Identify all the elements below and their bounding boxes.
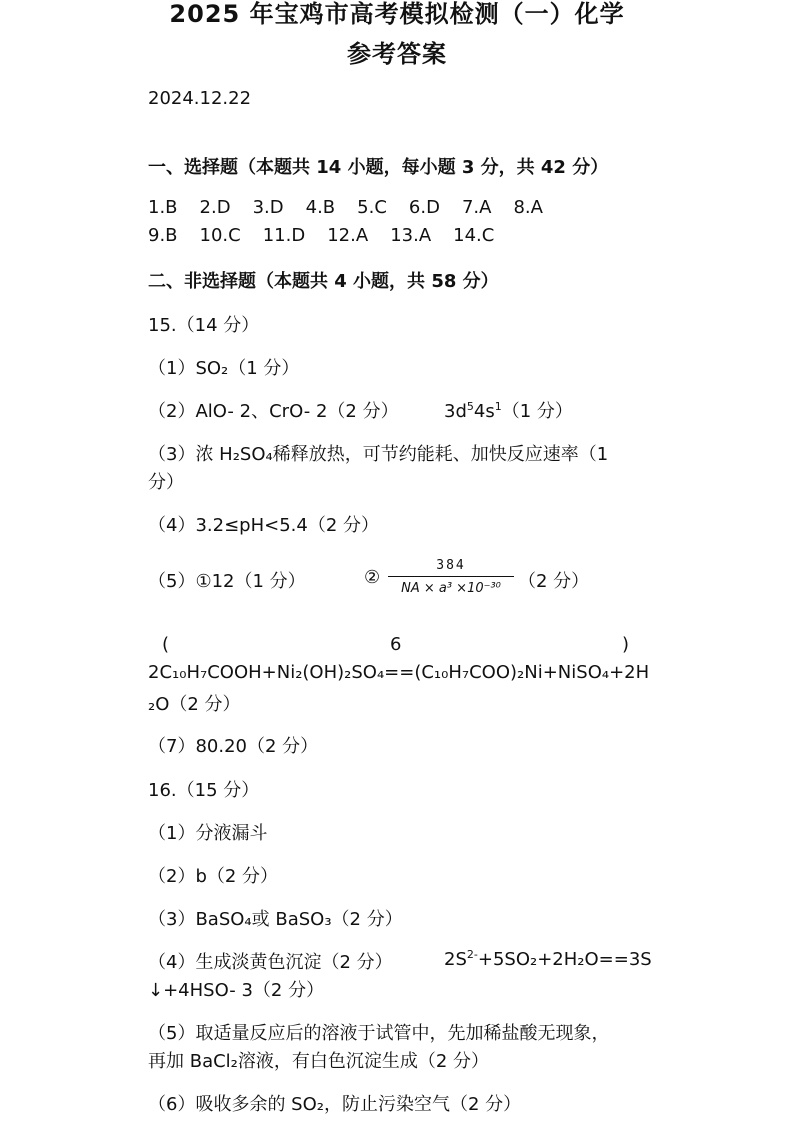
choice-answer: 13.A (390, 225, 432, 246)
superscript: 5 (466, 400, 474, 413)
choice-answer: 9.B (148, 225, 178, 246)
electron-config-text: 3d (444, 401, 467, 422)
q15-part4: （4）3.2≤pH<5.4（2 分） (148, 515, 380, 536)
q15-part5b-mark: ② (364, 567, 381, 588)
choice-answer: 4.B (305, 197, 336, 218)
q15-part6-close: ) (622, 634, 630, 655)
equation-text: 2S (444, 949, 467, 970)
q16-part4a: （4）生成淡黄色沉淀（2 分） (148, 952, 393, 973)
fraction-numerator: 384 (436, 558, 466, 573)
fraction-bar (388, 576, 514, 577)
choice-answer: 14.C (453, 225, 495, 246)
fraction-denominator: NA × a³ ×10⁻³⁰ (401, 581, 501, 596)
q15-part3-line1: （3）浓 H₂SO₄稀释放热，可节约能耗、加快反应速率（1 (148, 444, 609, 465)
q15-part6-open: ( (162, 634, 170, 655)
q16-label: 16.（15 分） (148, 780, 260, 801)
choice-answer: 5.C (357, 197, 387, 218)
score: （1 分） (501, 401, 573, 422)
superscript: 2- (466, 948, 478, 961)
choice-answer: 2.D (199, 197, 231, 218)
q16-part4b (444, 948, 652, 970)
q15-part5a: （5）①12（1 分） (148, 571, 306, 592)
q15-part3-line2: 分） (148, 472, 184, 493)
section1-heading: 一、选择题（本题共 14 小题，每小题 3 分，共 42 分） (148, 157, 609, 178)
page-title: 2025 年宝鸡市高考模拟检测（一）化学 (169, 0, 625, 28)
q15-part6-number: 6 (390, 634, 402, 655)
superscript: 1 (494, 400, 502, 413)
q16-part5-line1: （5）取适量反应后的溶液于试管中，先加稀盐酸无现象， (148, 1023, 610, 1044)
choice-answer: 3.D (252, 197, 284, 218)
choice-row-1 (148, 197, 565, 218)
electron-config-text: 4s (473, 401, 495, 422)
choice-answer: 1.B (148, 197, 178, 218)
q15-part7: （7）80.20（2 分） (148, 736, 319, 757)
q15-part2b (444, 397, 573, 423)
q15-part1: （1）SO₂（1 分） (148, 358, 300, 379)
q16-part2: （2）b（2 分） (148, 866, 279, 887)
choice-answer: 11.D (262, 225, 306, 246)
choice-answer: 7.A (461, 197, 492, 218)
q16-part5-line2: 再加 BaCl₂溶液，有白色沉淀生成（2 分） (148, 1051, 490, 1072)
q15-part6-equation-line2: ₂O（2 分） (148, 694, 241, 715)
q16-part6: （6）吸收多余的 SO₂，防止污染空气（2 分） (148, 1094, 522, 1115)
q16-part4-line2: ↓+4HSO- 3（2 分） (148, 980, 325, 1001)
q15-part6-equation-line1: 2C₁₀H₇COOH+Ni₂(OH)₂SO₄==(C₁₀H₇COO)₂Ni+NiSO₄+2H (148, 662, 650, 683)
q16-part3: （3）BaSO₄或 BaSO₃（2 分） (148, 909, 403, 930)
q16-part1: （1）分液漏斗 (148, 823, 268, 844)
section2-heading: 二、非选择题（本题共 4 小题，共 58 分） (148, 271, 499, 292)
equation-text: +5SO₂+2H₂O==3S (477, 949, 652, 970)
date: 2024.12.22 (148, 88, 252, 109)
q15-label: 15.（14 分） (148, 315, 260, 336)
q15-part5b-score: （2 分） (518, 571, 590, 592)
choice-row-2 (148, 225, 516, 246)
choice-answer: 6.D (408, 197, 440, 218)
density-fraction (388, 558, 514, 596)
choice-answer: 12.A (327, 225, 369, 246)
choice-answer: 8.A (513, 197, 543, 218)
page-subtitle: 参考答案 (347, 40, 447, 68)
q15-part2a: （2）AlO- 2、CrO- 2（2 分） (148, 401, 399, 422)
choice-answer: 10.C (199, 225, 241, 246)
